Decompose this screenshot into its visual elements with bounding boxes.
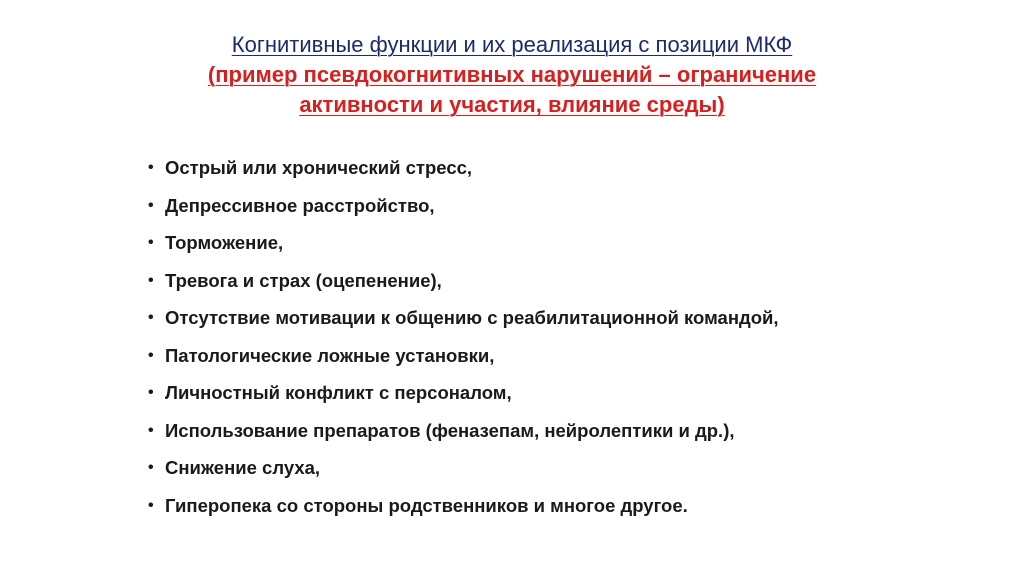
bullet-icon: • <box>148 196 154 214</box>
list-item <box>148 305 908 331</box>
slide-title: Когнитивные функции и их реализация с позиции МКФ <box>231 32 793 57</box>
bullet-icon: • <box>148 421 154 439</box>
bullet-icon: • <box>148 309 154 326</box>
list-item <box>148 418 908 444</box>
list-item-text: Тревога и страх (оцепенение), <box>165 269 442 291</box>
bullet-icon: • <box>148 234 154 251</box>
list-item-text: Депрессивное расстройство, <box>165 194 435 216</box>
list-item <box>148 343 908 369</box>
list-item <box>148 380 908 406</box>
list-item <box>148 268 908 294</box>
list-item-text: Снижение слуха, <box>165 457 321 478</box>
bullet-icon: • <box>148 459 154 476</box>
bullet-list <box>148 155 908 530</box>
bullet-icon: • <box>148 346 154 364</box>
list-item <box>148 493 908 519</box>
list-item-text: Острый или хронический стресс, <box>165 157 473 178</box>
list-item <box>148 455 908 481</box>
bullet-icon: • <box>148 384 154 401</box>
list-item-text: Отсутствие мотивации к общению с реабилитационной командой, <box>165 307 779 328</box>
bullet-icon: • <box>148 159 154 176</box>
list-item-text: Торможение, <box>165 232 284 253</box>
bullet-icon: • <box>148 271 154 289</box>
title-block <box>0 30 1024 120</box>
list-item <box>148 155 908 181</box>
list-item-text: Использование препаратов (феназепам, нейролептики и др.), <box>165 419 735 441</box>
list-item-text: Личностный конфликт с персоналом, <box>165 382 512 403</box>
slide-subtitle-line-2: активности и участия, влияние среды) <box>299 92 725 117</box>
list-item <box>148 193 908 219</box>
list-item <box>148 230 908 256</box>
slide-subtitle-line-1: (пример псевдокогнитивных нарушений – ограничение <box>207 62 817 87</box>
bullet-icon: • <box>148 496 154 514</box>
list-item-text: Патологические ложные установки, <box>165 344 495 366</box>
list-item-text: Гиперопека со стороны родственников и многое другое. <box>165 494 688 516</box>
